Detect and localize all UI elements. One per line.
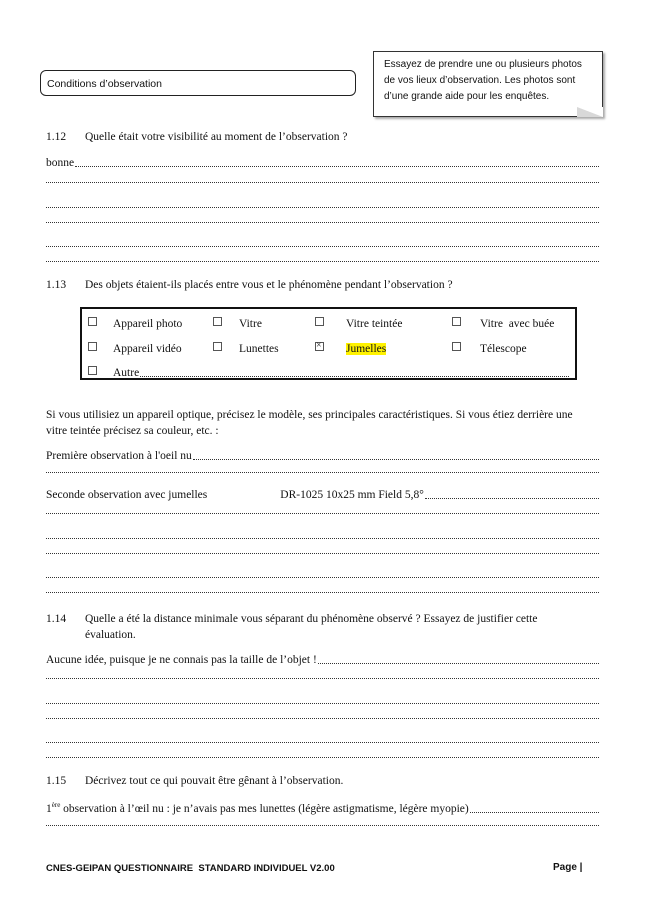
second-observation-field[interactable] — [46, 489, 599, 501]
checkbox-jumelles[interactable] — [315, 342, 324, 351]
question-text: évaluation. — [85, 629, 136, 641]
option-label-highlighted: Jumelles — [346, 343, 387, 355]
answer-text: Aucune idée, puisque je ne connais pas la taille de l’objet ! — [46, 654, 317, 666]
answer-line[interactable] — [46, 678, 599, 679]
checkbox-telescope[interactable] — [452, 342, 461, 351]
question-1-14 — [46, 611, 606, 643]
option-label: Lunettes — [239, 343, 279, 355]
answer-text: bonne — [46, 157, 75, 169]
section-title-box — [40, 70, 356, 96]
answer-line[interactable] — [46, 513, 599, 514]
answer-text: Seconde observation avec jumelles — [46, 489, 208, 501]
answer-line[interactable] — [46, 592, 599, 593]
answer-line[interactable] — [46, 538, 599, 539]
answer-line[interactable] — [46, 472, 599, 473]
answer-line[interactable] — [46, 182, 599, 183]
answer-text: 1ère observation à l’œil nu : je n’avais pas mes lunettes (légère astigmatisme, légère myopie) — [46, 801, 469, 815]
question-text: Quelle était votre visibilité au moment de l’observation ? — [85, 131, 348, 143]
answer-line[interactable] — [46, 553, 599, 554]
answer-line[interactable] — [46, 261, 599, 262]
checkbox-vitre[interactable] — [213, 317, 222, 326]
option-label: Vitre teintée — [346, 318, 403, 330]
question-number: 1.12 — [46, 131, 67, 143]
option-label: Appareil vidéo — [113, 343, 182, 355]
question-number: 1.15 — [46, 775, 67, 787]
instruction-line: Si vous utilisiez un appareil optique, précisez le modèle, ses principales caractéristiques. Si vous étiez derrière une — [46, 409, 573, 421]
answer-line[interactable] — [46, 222, 599, 223]
answer-line[interactable] — [46, 718, 599, 719]
answer-line[interactable] — [46, 577, 599, 578]
optics-instructions — [46, 407, 606, 439]
note-fold-corner — [577, 107, 603, 117]
checkbox-autre[interactable] — [88, 366, 97, 375]
option-label: Appareil photo — [113, 318, 183, 330]
first-observation-field[interactable] — [46, 450, 599, 462]
checkbox-lunettes[interactable] — [213, 342, 222, 351]
question-text: Des objets étaient-ils placés entre vous et le phénomène pendant l’observation ? — [85, 279, 453, 291]
answer-line[interactable] — [46, 703, 599, 704]
photo-tip-note — [373, 51, 603, 117]
option-label: Télescope — [480, 343, 527, 355]
answer-line[interactable] — [46, 246, 599, 247]
answer-1-14[interactable] — [46, 654, 599, 666]
checkbox-appareil-photo[interactable] — [88, 317, 97, 326]
answer-line[interactable] — [46, 757, 599, 758]
answer-text: Première observation à l'oeil nu — [46, 450, 192, 462]
question-text: Quelle a été la distance minimale vous séparant du phénomène observé ? Essayez de justifier cette — [85, 613, 538, 625]
answer-line[interactable] — [46, 825, 599, 826]
question-text: Décrivez tout ce qui pouvait être gênant à l’observation. — [85, 775, 344, 787]
checkbox-vitre-avec-buee[interactable] — [452, 317, 461, 326]
note-line: de vos lieux d’observation. Les photos sont — [384, 75, 576, 86]
note-line: Essayez de prendre une ou plusieurs photos — [384, 59, 582, 70]
option-label: Vitre — [239, 318, 262, 330]
answer-line[interactable] — [46, 207, 599, 208]
obstacle-options-box — [80, 307, 577, 380]
answer-1-15[interactable] — [46, 801, 599, 815]
checkbox-vitre-teintee[interactable] — [315, 317, 324, 326]
instruction-line: vitre teintée précisez sa couleur, etc. : — [46, 425, 219, 437]
note-line: d’une grande aide pour les enquêtes. — [384, 91, 550, 102]
section-title: Conditions d’observation — [47, 78, 162, 90]
option-label: Vitre avec buée — [480, 318, 555, 330]
answer-line[interactable] — [46, 742, 599, 743]
page-number: Page | — [553, 862, 583, 873]
autre-field[interactable] — [113, 367, 569, 379]
binoculars-model: DR-1025 10x25 mm Field 5,8° — [280, 489, 424, 501]
option-label: Autre — [113, 367, 140, 379]
question-number: 1.14 — [46, 613, 67, 625]
question-number: 1.13 — [46, 279, 67, 291]
answer-1-12[interactable] — [46, 157, 599, 169]
checkbox-appareil-video[interactable] — [88, 342, 97, 351]
footer-title: CNES-GEIPAN QUESTIONNAIRE STANDARD INDIVIDUEL V2.00 — [46, 863, 335, 874]
